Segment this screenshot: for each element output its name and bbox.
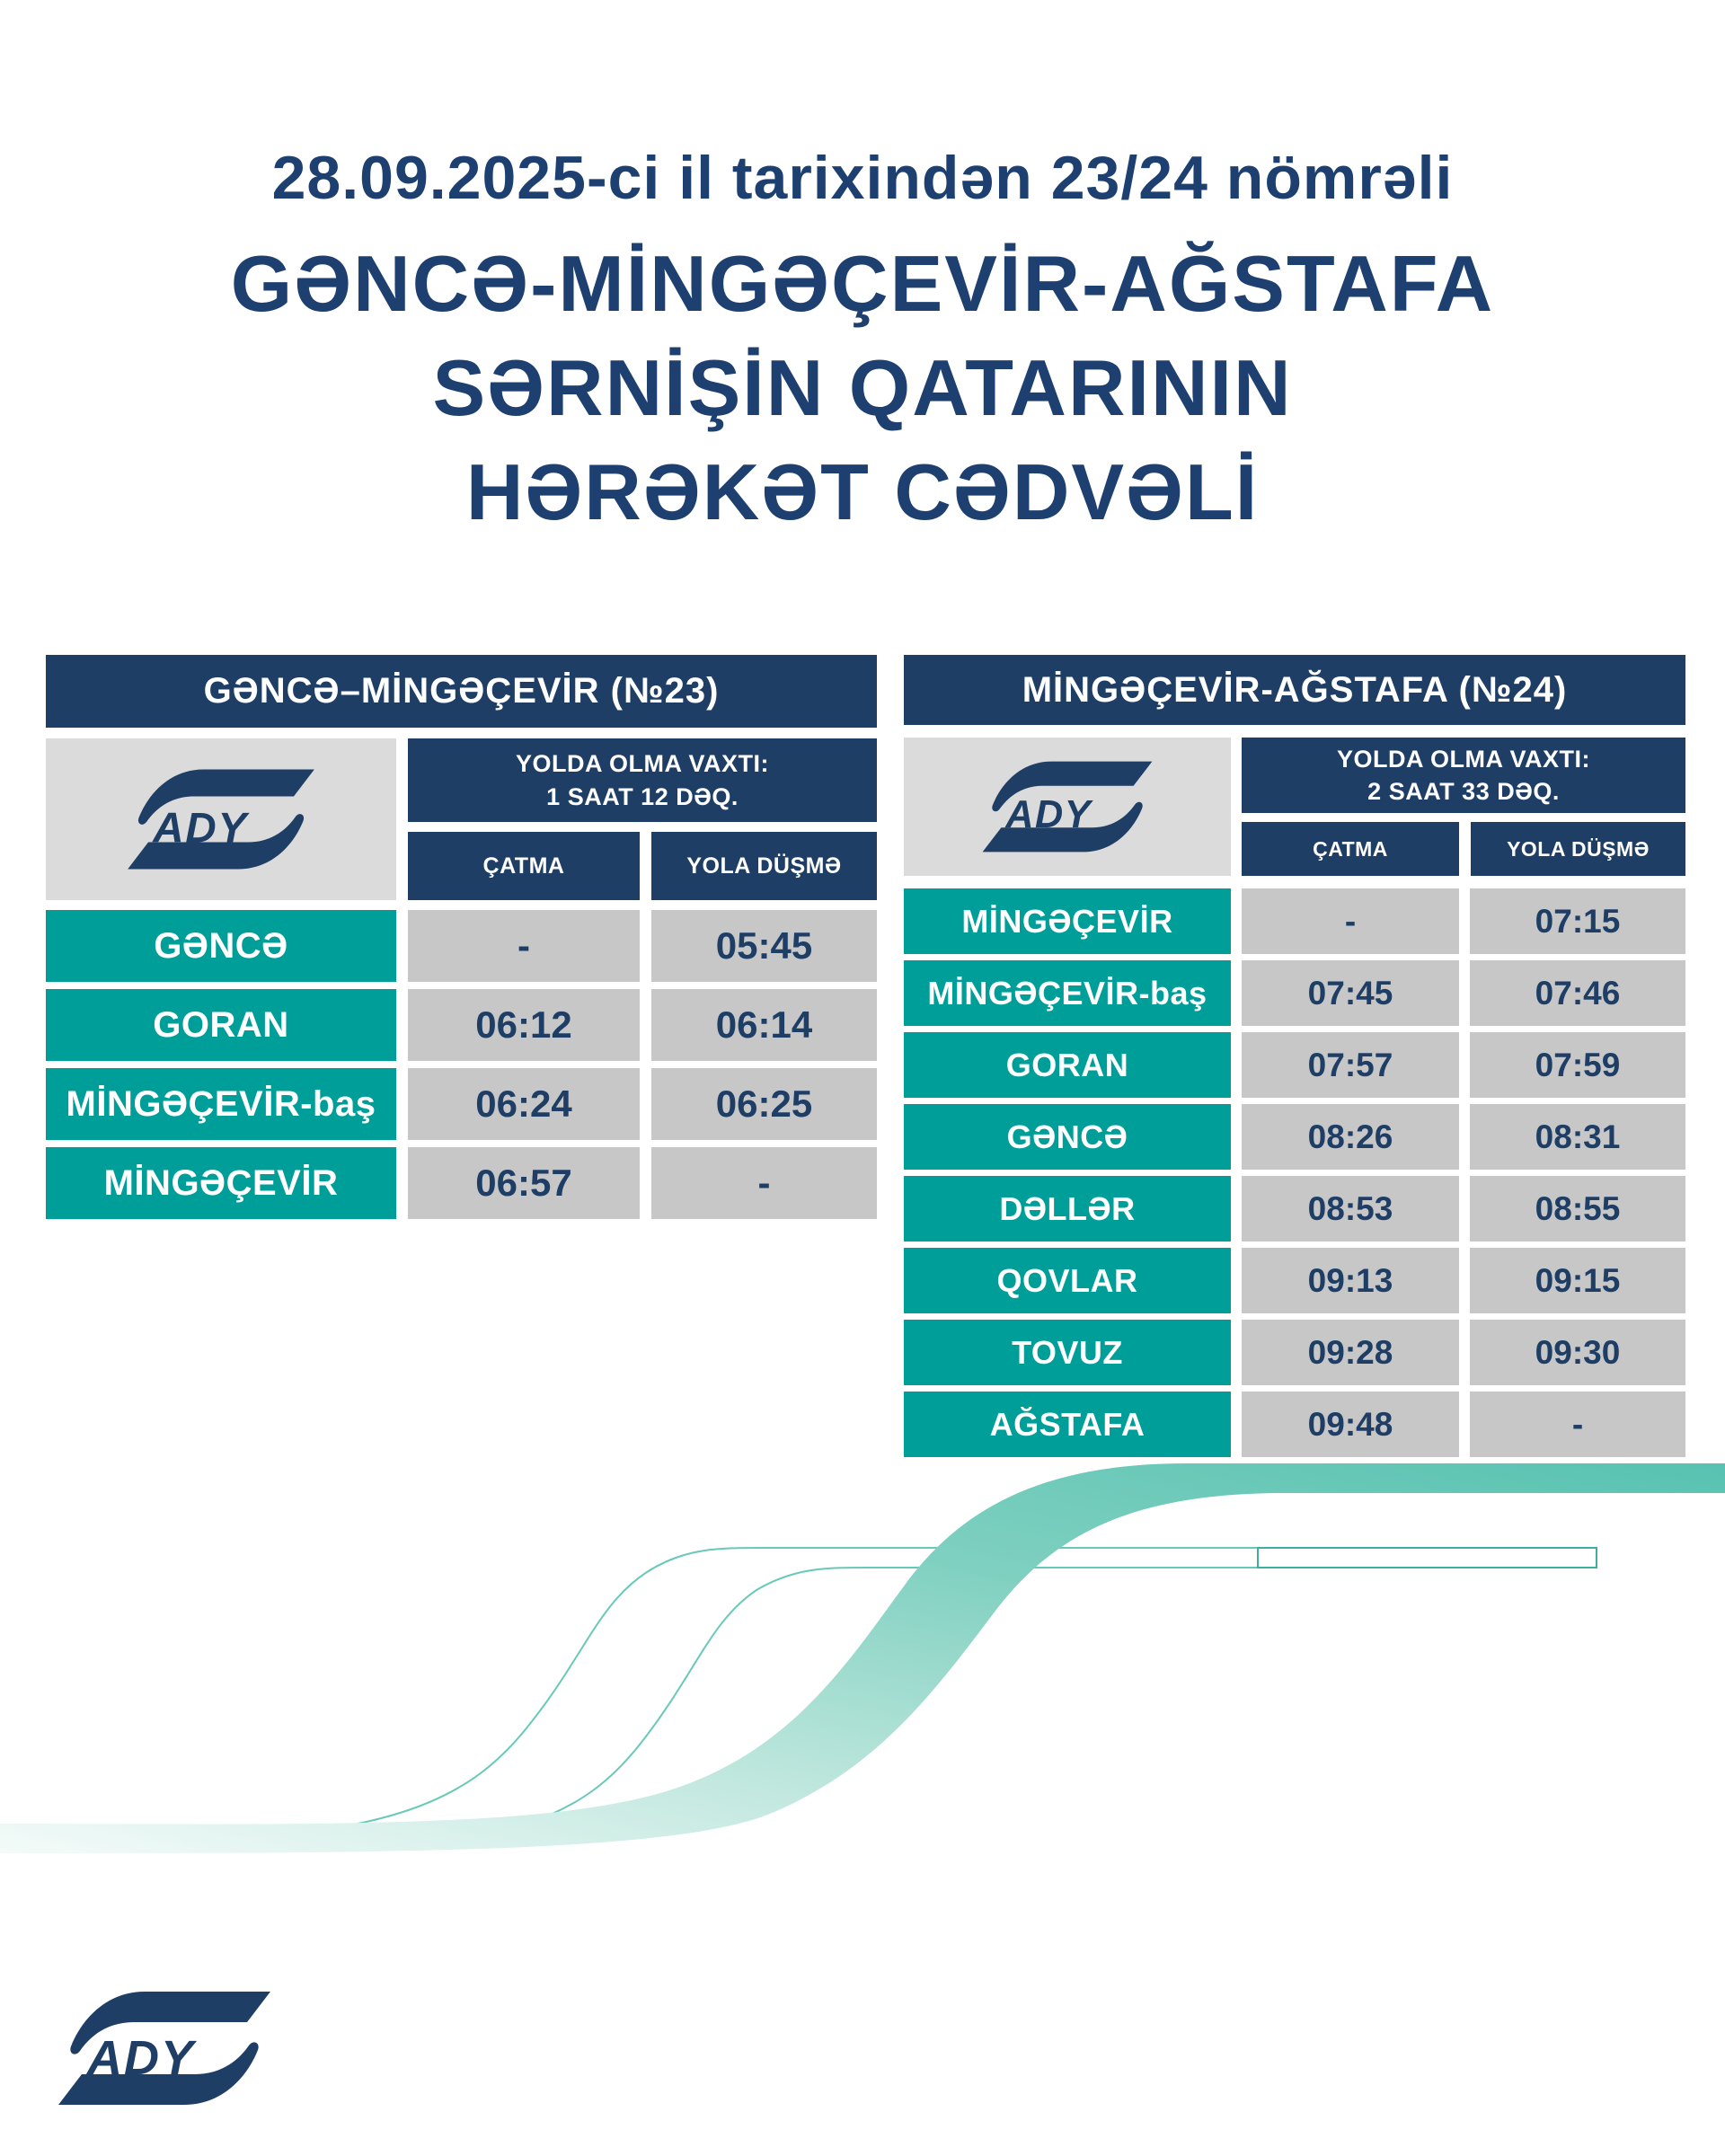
timetable-mingecevir-agstafa xyxy=(904,655,1685,1457)
table-subheader xyxy=(904,738,1685,876)
title-schedule-line: HƏRƏKƏT CƏDVƏLİ xyxy=(465,447,1260,536)
travel-time-value: 2 SAAT 33 DƏQ. xyxy=(1367,778,1560,805)
departure-time: - xyxy=(651,1147,877,1219)
station-name: DƏLLƏR xyxy=(904,1176,1231,1241)
arrival-time: 09:13 xyxy=(1242,1248,1459,1313)
table-subheader xyxy=(46,738,877,900)
table-row xyxy=(904,1320,1685,1385)
title-train-line: SƏRNİŞİN QATARININ xyxy=(432,343,1293,432)
departure-time: 07:46 xyxy=(1470,960,1685,1026)
wave-outline-rectangle xyxy=(1258,1548,1597,1568)
ady-logo xyxy=(57,1981,272,2116)
departure-time: 08:31 xyxy=(1470,1104,1685,1170)
ady-logo xyxy=(981,753,1154,861)
travel-time-label: YOLDA OLMA VAXTI: xyxy=(1337,745,1590,773)
station-name: AĞSTAFA xyxy=(904,1392,1231,1457)
title-route-line: GƏNCƏ-MİNGƏÇEVİR-AĞSTAFA xyxy=(230,239,1495,328)
departure-time: 09:30 xyxy=(1470,1320,1685,1385)
table-row xyxy=(904,888,1685,954)
ady-logo-cell xyxy=(46,738,396,900)
travel-time-cell xyxy=(1242,738,1685,813)
table-row xyxy=(904,1248,1685,1313)
departure-time: 08:55 xyxy=(1470,1176,1685,1241)
station-name: GORAN xyxy=(904,1032,1231,1098)
arrival-column-header: ÇATMA xyxy=(1242,822,1459,876)
arrival-time: - xyxy=(1242,888,1459,954)
arrival-time: 09:48 xyxy=(1242,1392,1459,1457)
table-row xyxy=(904,1104,1685,1170)
arrival-time: 06:12 xyxy=(408,989,640,1061)
station-name: MİNGƏÇEVİR xyxy=(46,1147,396,1219)
arrival-time: 07:45 xyxy=(1242,960,1459,1026)
departure-time: 06:14 xyxy=(651,989,877,1061)
travel-time-value: 1 SAAT 12 DƏQ. xyxy=(546,782,739,810)
wave-main-band xyxy=(0,1463,1725,1853)
departure-time: 06:25 xyxy=(651,1068,877,1140)
poster-title xyxy=(0,0,1725,536)
table-title: MİNGƏÇEVİR-AĞSTAFA (№24) xyxy=(904,655,1685,725)
table-row xyxy=(904,1392,1685,1457)
station-name: MİNGƏÇEVİR xyxy=(904,888,1231,954)
departure-time: 07:59 xyxy=(1470,1032,1685,1098)
travel-time-cell xyxy=(408,738,877,822)
table-title: GƏNCƏ–MİNGƏÇEVİR (№23) xyxy=(46,655,877,728)
station-name: GƏNCƏ xyxy=(46,910,396,982)
arrival-column-header: ÇATMA xyxy=(408,832,640,900)
departure-column-header: YOLA DÜŞMƏ xyxy=(1471,822,1685,876)
ady-logo xyxy=(126,760,316,879)
arrival-time: 09:28 xyxy=(1242,1320,1459,1385)
table-row xyxy=(904,960,1685,1026)
table-row xyxy=(904,1032,1685,1098)
ady-logo-cell xyxy=(904,738,1231,876)
arrival-time: 06:24 xyxy=(408,1068,640,1140)
arrival-time: - xyxy=(408,910,640,982)
table-row xyxy=(46,1147,877,1219)
station-name: MİNGƏÇEVİR-baş xyxy=(46,1068,396,1140)
arrival-time: 07:57 xyxy=(1242,1032,1459,1098)
departure-time: 09:15 xyxy=(1470,1248,1685,1313)
station-name: TOVUZ xyxy=(904,1320,1231,1385)
table-row xyxy=(46,910,877,982)
arrival-time: 08:53 xyxy=(1242,1176,1459,1241)
arrival-time: 06:57 xyxy=(408,1147,640,1219)
table-row xyxy=(46,1068,877,1140)
departure-time: 05:45 xyxy=(651,910,877,982)
title-date-line: 28.09.2025-ci il tarixindən 23/24 nömrəli xyxy=(271,144,1454,212)
table-row xyxy=(904,1176,1685,1241)
arrival-time: 08:26 xyxy=(1242,1104,1459,1170)
timetable-gence-mingecevir xyxy=(46,655,877,1219)
station-name: GORAN xyxy=(46,989,396,1061)
station-name: MİNGƏÇEVİR-baş xyxy=(904,960,1231,1026)
station-name: GƏNCƏ xyxy=(904,1104,1231,1170)
table-row xyxy=(46,989,877,1061)
departure-time: 07:15 xyxy=(1470,888,1685,954)
travel-time-label: YOLDA OLMA VAXTI: xyxy=(516,750,769,778)
departure-column-header: YOLA DÜŞMƏ xyxy=(651,832,877,900)
departure-time: - xyxy=(1470,1392,1685,1457)
station-name: QOVLAR xyxy=(904,1248,1231,1313)
